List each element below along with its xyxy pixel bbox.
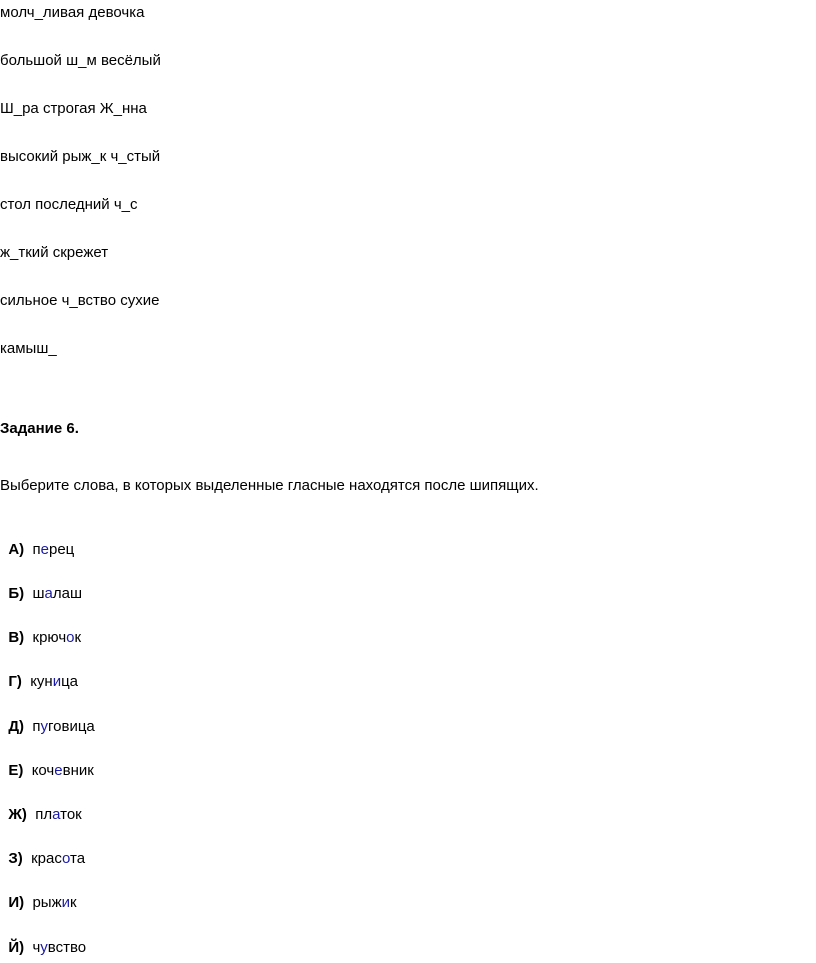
option-a <box>0 520 75 558</box>
option-word: перец <box>32 541 75 558</box>
highlighted-vowel: и <box>61 894 71 911</box>
highlighted-vowel: у <box>40 718 48 735</box>
option-i <box>0 873 77 911</box>
highlighted-vowel: у <box>40 939 48 956</box>
option-word: чувство <box>32 939 87 956</box>
option-word: крючок <box>32 629 82 646</box>
highlighted-vowel: о <box>66 629 75 646</box>
option-word: красота <box>31 850 86 867</box>
highlighted-vowel: и <box>52 673 62 690</box>
option-label: В) <box>8 629 25 646</box>
option-label: Ж) <box>8 806 27 823</box>
option-e <box>0 741 94 779</box>
option-label: Е) <box>8 762 24 779</box>
option-word: куница <box>30 673 79 690</box>
phrase-3: Ш_ра строгая Ж_нна <box>0 100 147 117</box>
option-z <box>0 829 86 867</box>
highlighted-vowel: о <box>62 850 71 867</box>
option-b <box>0 564 82 602</box>
option-label: Г) <box>8 673 22 690</box>
phrase-2: большой ш_м весёлый <box>0 52 161 69</box>
option-g <box>0 652 79 690</box>
option-y <box>0 918 87 956</box>
option-word: шалаш <box>32 585 82 602</box>
phrase-1: молч_ливая девочка <box>0 4 145 21</box>
option-label: И) <box>8 894 25 911</box>
highlighted-vowel: а <box>52 806 61 823</box>
highlighted-vowel: а <box>44 585 53 602</box>
option-zh <box>0 785 82 823</box>
phrase-5: стол последний ч_с <box>0 196 138 213</box>
phrase-4: высокий рыж_к ч_стый <box>0 148 161 165</box>
option-label: Д) <box>8 718 25 735</box>
option-label: З) <box>8 850 23 867</box>
phrase-7: сильное ч_вство сухие <box>0 292 160 309</box>
option-d <box>0 697 95 735</box>
phrase-6: ж_ткий скрежет <box>0 244 109 261</box>
task-instruction: Выберите слова, в которых выделенные гласные находятся после шипящих. <box>0 477 539 494</box>
option-label: Й) <box>8 939 25 956</box>
option-word: платок <box>35 806 82 823</box>
option-label: А) <box>8 541 25 558</box>
highlighted-vowel: е <box>54 762 63 779</box>
option-v <box>0 608 82 646</box>
highlighted-vowel: е <box>40 541 49 558</box>
option-label: Б) <box>8 585 25 602</box>
phrase-8: камыш_ <box>0 340 57 357</box>
task-title: Задание 6. <box>0 420 79 437</box>
option-word: рыжик <box>32 894 77 911</box>
option-word: кочевник <box>31 762 94 779</box>
option-word: пуговица <box>32 718 95 735</box>
